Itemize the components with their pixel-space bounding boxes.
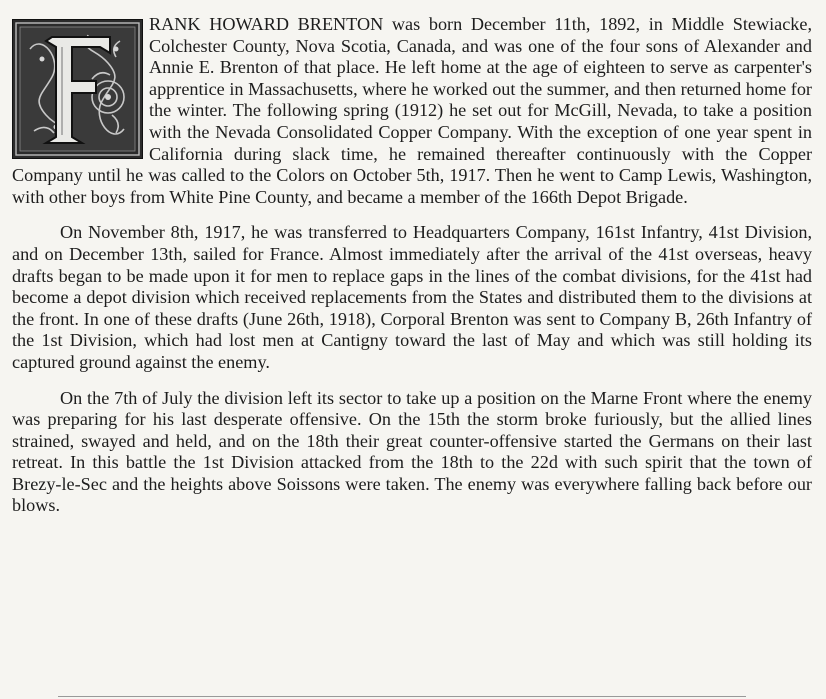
paragraph-3: On the 7th of July the division left its sector to take up a position on the Marne Front where the enemy was preparing for his last desperate offensive. On the 15th the storm broke furiously, but the allied lines strained, swayed and held, and on the 18th their great counter-offensive started the Germans on their last retreat. In this battle the 1st Division attacked from the 18th to the 22d with such spirit that the town of Brezy-le-Sec and the heights above Soissons were taken. The enemy was everywhere falling back before our blows. bbox=[12, 387, 812, 516]
paragraph-1 bbox=[12, 14, 812, 208]
paragraph-1-text: RANK HOWARD BRENTON was born December 11th, 1892, in Middle Stewiacke, Colchester County, Nova Scotia, Canada, and was one of the four sons of Alexander and Annie E. Brenton of that place. He left home at the age of eighteen to serve as carpenter's apprentice in Massachusetts, where he worked out the summer, and then returned home for the winter. The following spring (1912) he set out for McGill, Nevada, to take a position with the Nevada Consolidated Copper Company. With the exception of one year spent in California during slack time, he remained thereafter continuously with the Copper Company until he was called to the Colors on October 5th, 1917. Then he went to Camp Lewis, Washington, with other boys from White Pine County, and became a member of the 166th Depot Brigade. bbox=[12, 14, 812, 207]
paragraph-2: On November 8th, 1917, he was transferred to Headquarters Company, 161st Infantry, 41st Division, and on December 13th, sailed for France. Almost immediately after the arrival of the 41st overseas, heavy drafts began to be made upon it for men to replace gaps in the lines of the combat divisions, for the 41st had become a depot division which received replacements from the States and distributed them to the divisions at the front. In one of these drafts (June 26th, 1918), Corporal Brenton was sent to Company B, 26th Infantry of the 1st Division, which had lost men at Cantigny toward the last of May and which was still holding its captured ground against the enemy. bbox=[12, 222, 812, 372]
ornamental-dropcap-image bbox=[12, 19, 143, 159]
page-bottom-rule bbox=[58, 696, 746, 697]
